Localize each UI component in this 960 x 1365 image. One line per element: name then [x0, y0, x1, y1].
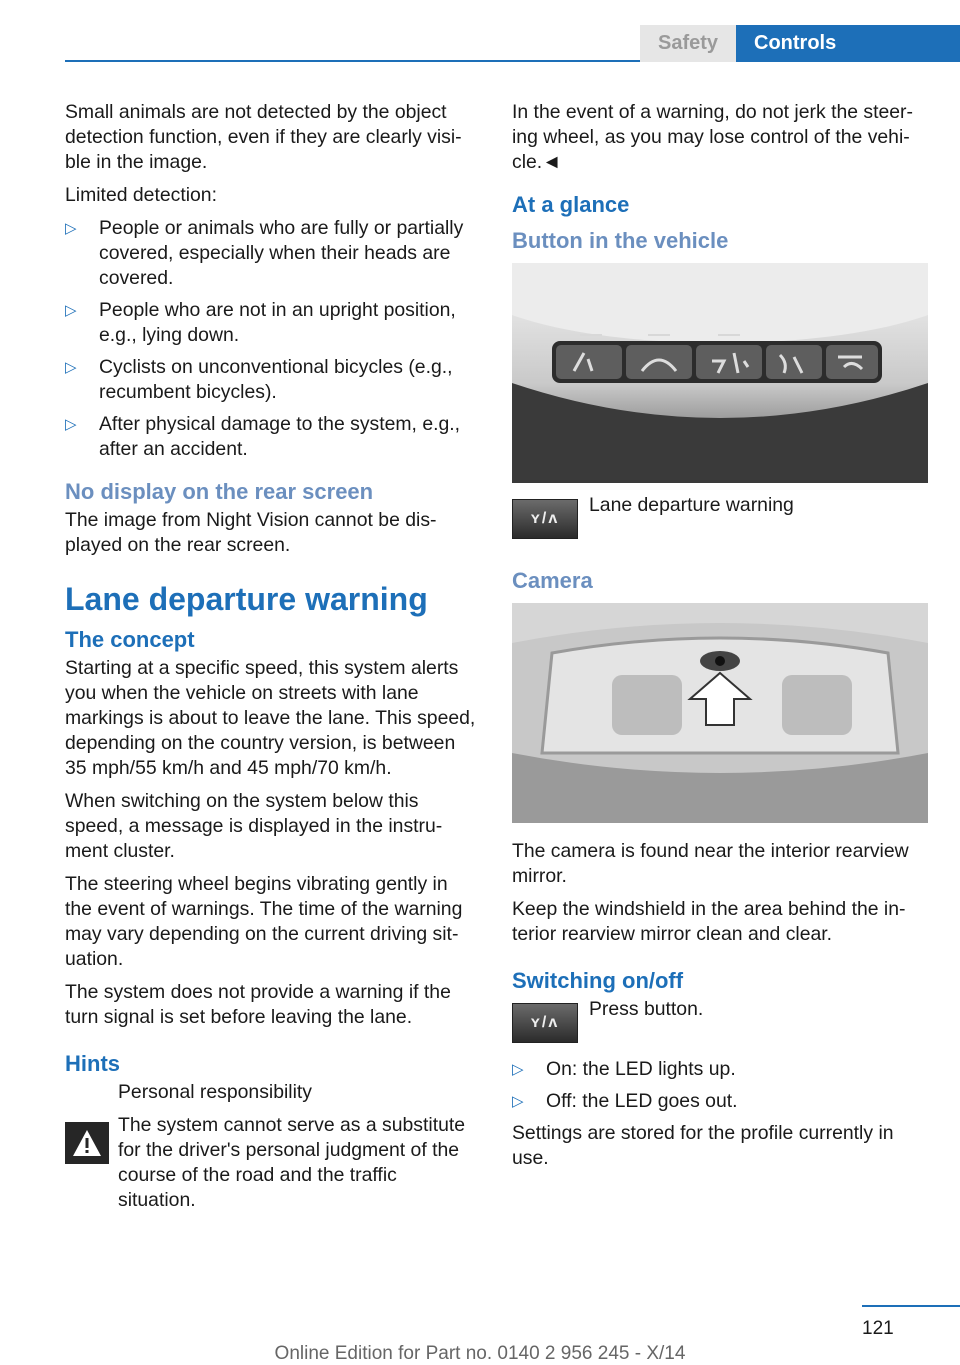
- paragraph: Limited detection:: [65, 184, 217, 206]
- header-section-tab[interactable]: Safety: [640, 25, 736, 62]
- paragraph: When switching on the system below this speed, a message is displayed in the instru-ment cluster.: [65, 790, 443, 862]
- press-button-row: [512, 998, 932, 1043]
- section-title: Lane departure warning: [65, 581, 428, 617]
- list-item: ▷ People or animals who are fully or partially covered, especially when their heads are covered.: [65, 217, 464, 289]
- bullet-list: [65, 216, 477, 462]
- paragraph: Keep the windshield in the area behind the in-terior rearview mirror clean and clear.: [512, 898, 906, 945]
- list-item: ▷ After physical damage to the system, e.g., after an accident.: [65, 413, 461, 460]
- paragraph: In the event of a warning, do not jerk the steer-ing wheel, as you may lose control of the vehi-cle.◄: [512, 101, 913, 173]
- warning-body: The system cannot serve as a substitute for the driver's personal judgment of the course of the road and the traffic situation.: [118, 1114, 466, 1211]
- subheading-button: Button in the vehicle: [512, 228, 729, 253]
- header-chapter-tab[interactable]: Controls: [736, 25, 960, 62]
- triangle-bullet-icon: ▷: [512, 1061, 524, 1078]
- button-panel-photo: [512, 263, 928, 483]
- lane-departure-legend: [512, 494, 932, 539]
- right-column: [512, 100, 932, 1179]
- triangle-bullet-icon: ▷: [65, 302, 77, 319]
- paragraph: The camera is found near the interior rearview mirror.: [512, 840, 909, 887]
- warning-icon: [65, 1122, 109, 1164]
- press-instruction: Press button.: [589, 998, 704, 1020]
- bullet-list: [512, 1057, 932, 1114]
- subheading-at-a-glance: At a glance: [512, 192, 630, 217]
- triangle-bullet-icon: ▷: [512, 1093, 524, 1110]
- paragraph: Settings are stored for the profile currently in use.: [512, 1122, 894, 1169]
- paragraph: Starting at a specific speed, this system alerts you when the vehicle on streets with lane markings is about to leave the lane. This speed, depending on the country version, is between 35 mph/55 km/h and 45 mph/70 km/h.: [65, 657, 476, 779]
- subheading-hints: Hints: [65, 1051, 120, 1076]
- left-column: [65, 100, 477, 1221]
- icon-label: Lane departure warning: [589, 494, 794, 516]
- lane-departure-button-icon: [512, 499, 578, 539]
- list-item: ▷ On: the LED lights up.: [512, 1058, 736, 1080]
- list-item: ▷ Off: the LED goes out.: [512, 1090, 738, 1112]
- paragraph: Small animals are not detected by the object detection function, even if they are clearly visi-ble in the image.: [65, 101, 462, 173]
- subheading-camera: Camera: [512, 568, 593, 593]
- subheading-rear-screen: No display on the rear screen: [65, 479, 374, 504]
- warning-box: [65, 1080, 477, 1213]
- subheading-switching: Switching on/off: [512, 968, 684, 993]
- footer-edition: Online Edition for Part no. 0140 2 956 245 - X/14: [274, 1343, 686, 1364]
- paragraph: The image from Night Vision cannot be dis-played on the rear screen.: [65, 509, 437, 556]
- triangle-bullet-icon: ▷: [65, 416, 77, 433]
- footer-rule: [862, 1305, 960, 1307]
- paragraph: The steering wheel begins vibrating gently in the event of warnings. The time of the warning may vary depending on the current driving sit-uation.: [65, 873, 463, 970]
- page-number: 121: [862, 1318, 894, 1339]
- triangle-bullet-icon: ▷: [65, 359, 77, 376]
- subheading-concept: The concept: [65, 627, 195, 652]
- warning-title: Personal responsibility: [118, 1081, 313, 1103]
- list-item: ▷ People who are not in an upright position, e.g., lying down.: [65, 299, 456, 346]
- triangle-bullet-icon: ▷: [65, 220, 77, 237]
- lane-departure-button-icon: [512, 1003, 578, 1043]
- lane-icon-glyph: ʏ/ʌ: [530, 510, 560, 527]
- camera-photo: [512, 603, 928, 823]
- paragraph: The system does not provide a warning if the turn signal is set before leaving the lane.: [65, 981, 451, 1028]
- list-item: ▷ Cyclists on unconventional bicycles (e.g., recumbent bicycles).: [65, 356, 453, 403]
- lane-icon-glyph: ʏ/ʌ: [530, 1014, 560, 1031]
